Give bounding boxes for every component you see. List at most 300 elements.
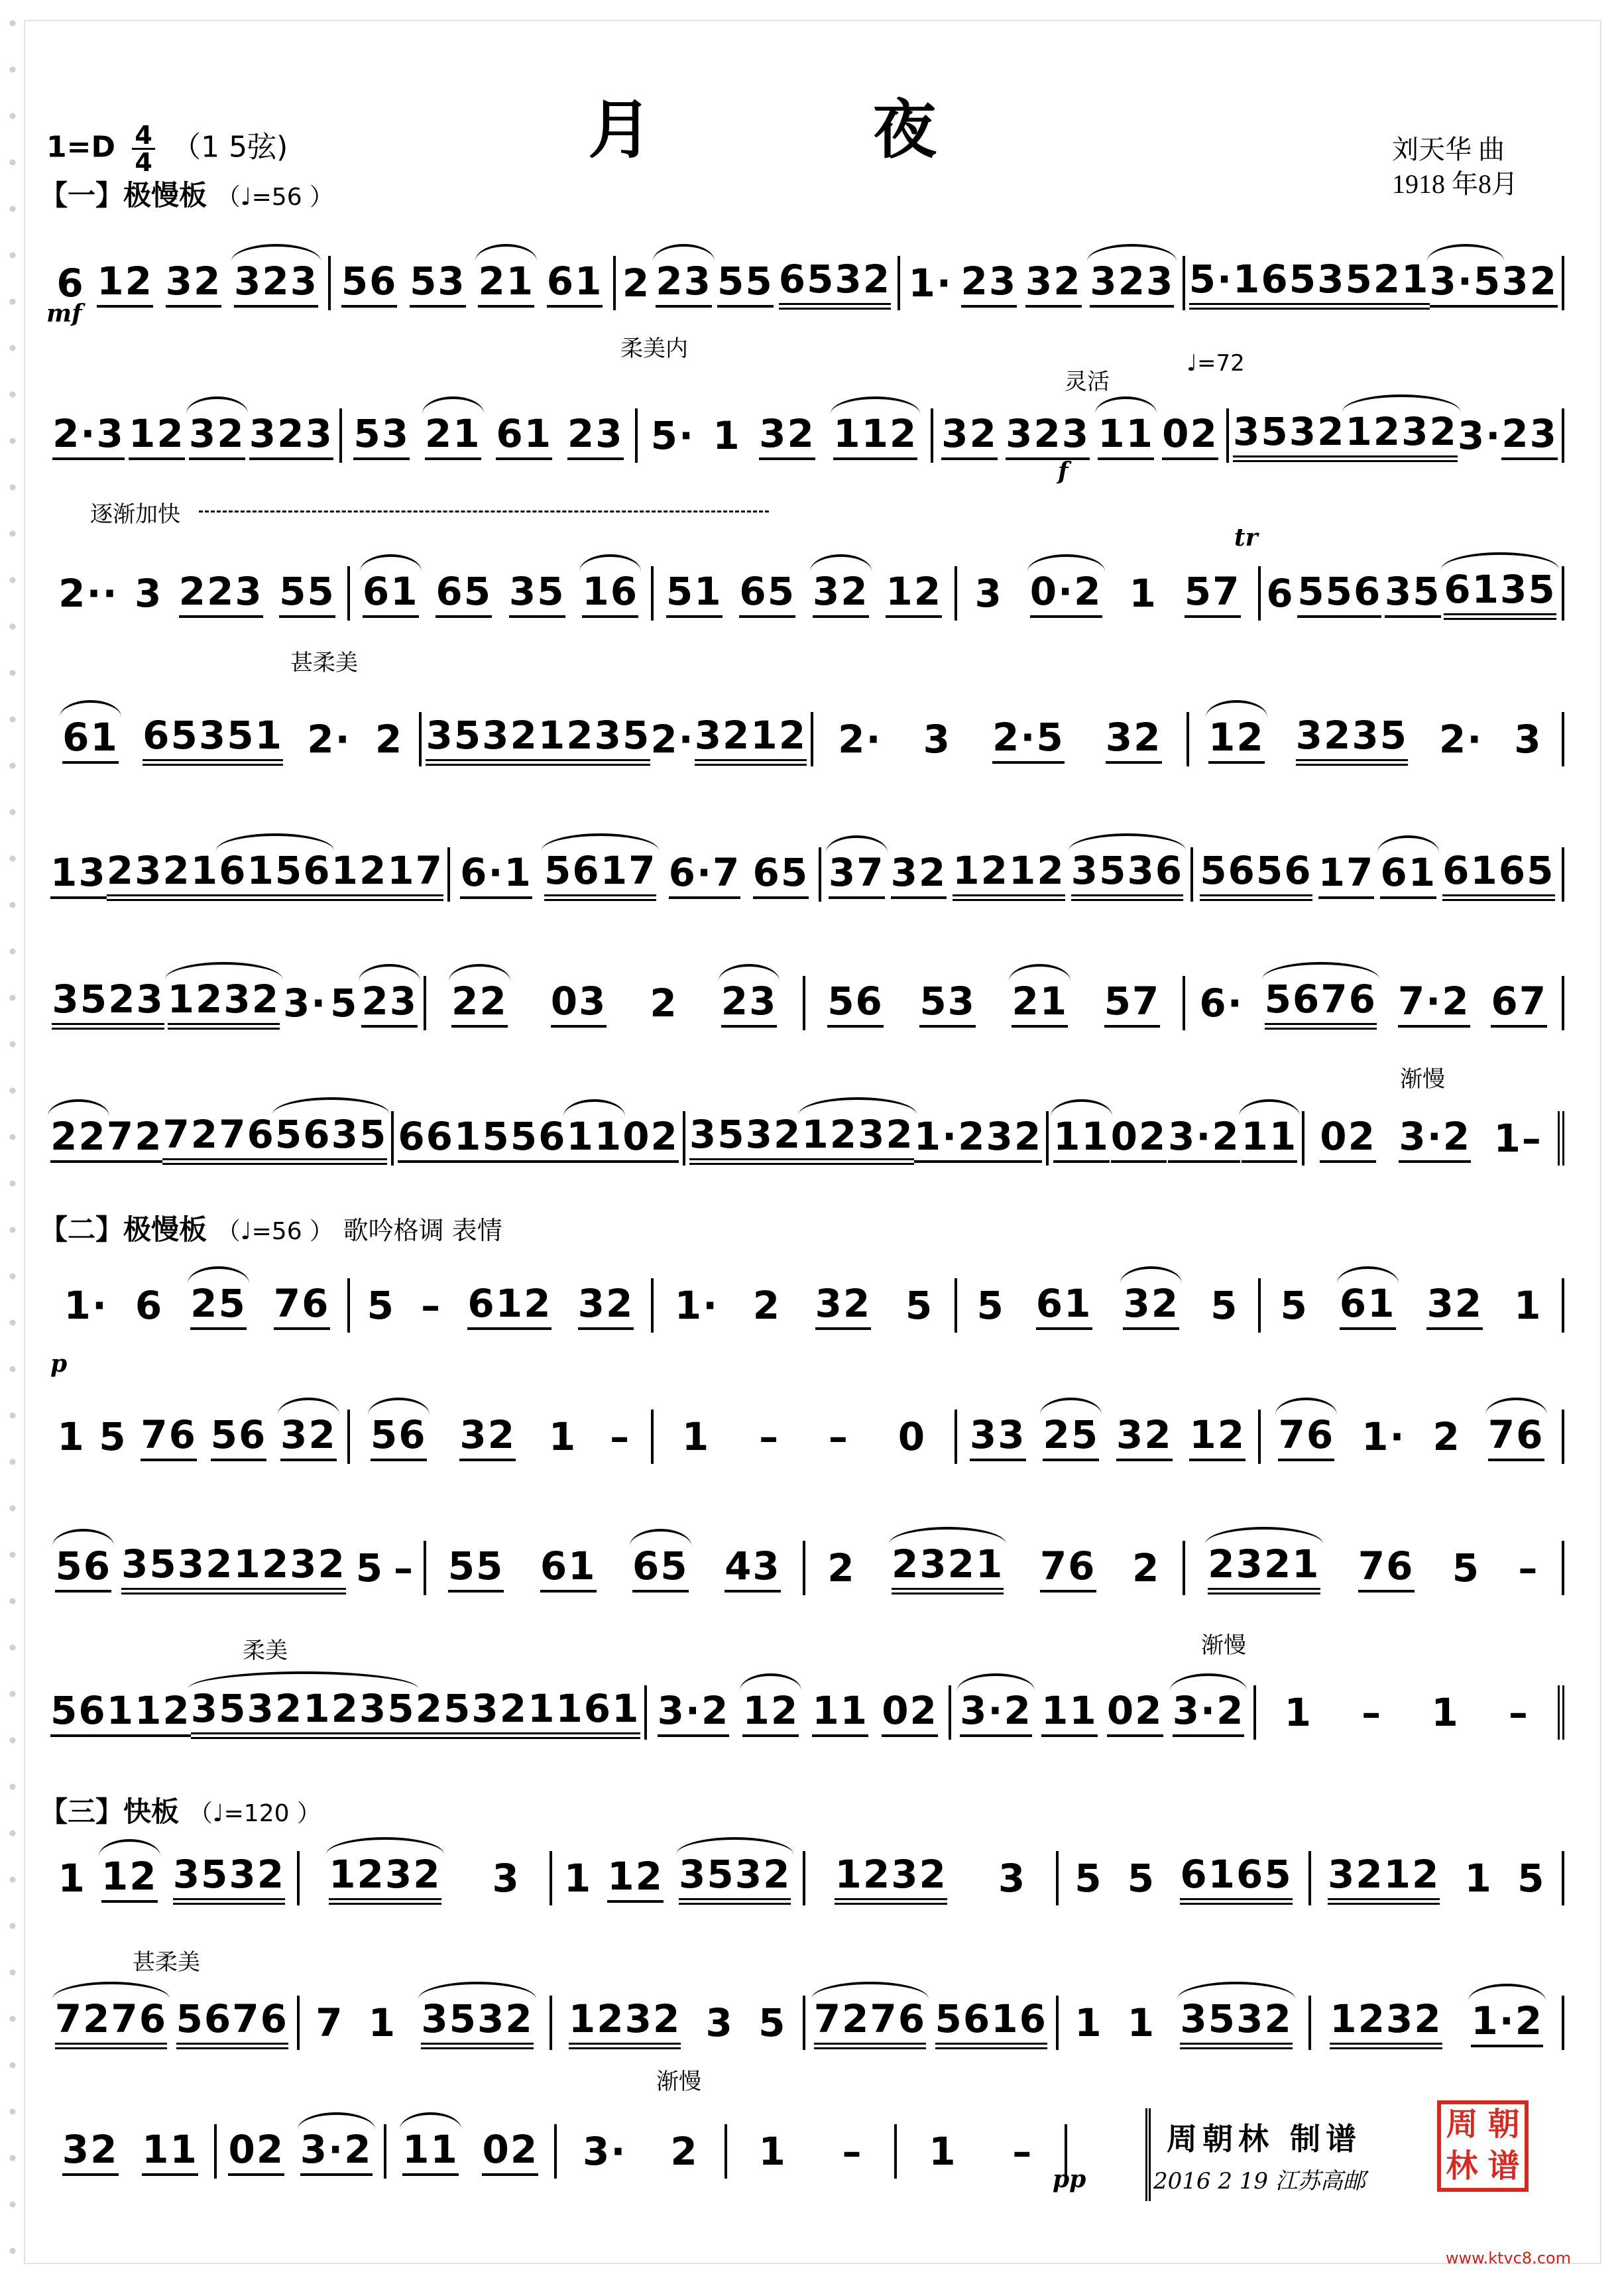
measure [46,408,342,463]
measure [46,1851,300,1905]
note-group: 6 [135,1283,164,1328]
note-group: 1232 [168,977,280,1030]
note-group: 11 [142,2127,198,2176]
note-group: 6165 [1180,1852,1292,1905]
note-group: 3·5 [1430,259,1502,308]
note-group: 2 [622,261,651,306]
tuning-note: （1 5弦) [172,130,288,164]
measure [957,1278,1261,1333]
note-group: 23 [1501,411,1558,460]
note-group: 2 [650,981,678,1026]
note-group: 76 [1040,1543,1096,1593]
note-group: 3532 [421,1996,533,2049]
score-row-5 [46,848,1564,898]
note-group: 65351 [143,713,283,766]
note-group: 3235 [1296,713,1408,766]
section-1-tempo: （♩=56 ） [216,184,334,211]
note-group: 2321 [892,1541,1004,1594]
score-row-10 [46,1541,1564,1591]
note-group: 1 [548,1414,577,1459]
note-group: 22 [50,1114,107,1163]
seal-char-3: 林 [1446,2147,1478,2185]
measure [46,1685,647,1740]
note-group: 5676 [1265,977,1377,1030]
accelerando-annotation: 逐渐加快 [90,501,180,528]
note-group: 1232 [801,1112,913,1165]
note-group: 57 [1185,569,1241,618]
note-group: 323 [249,411,333,460]
note-group: 556 [1297,569,1381,618]
score-row-9 [46,1413,1564,1460]
section-1-heading [40,174,333,213]
note-group: 2· [1438,717,1483,762]
note-group: 5 [905,1283,934,1328]
measure [552,1851,805,1905]
note-group: 3 [923,717,951,762]
score-row-13 [46,1996,1564,2046]
note-group: 5 [330,981,359,1026]
measure [394,1111,685,1166]
measure [46,256,331,310]
note-group: 1– [1493,1116,1542,1161]
accelerando-dashed-line [199,511,769,512]
note-group: 6· [1199,981,1244,1026]
note-group: 3532 [173,1852,285,1905]
note-group: 12 [97,259,153,308]
note-group: 2 [1432,1414,1461,1459]
note-group: 1232 [1330,1996,1442,2049]
measure [1305,1111,1564,1166]
note-group: 32 [941,411,998,460]
measure [1256,1685,1565,1740]
note-group: 51 [666,569,723,618]
page-title: 月 夜 [588,92,1036,167]
measure [46,2124,217,2179]
section-3-tempo: （♩=120 ） [188,1800,321,1827]
note-group: 16 [582,569,638,618]
note-group: 5 [1517,1856,1546,1901]
measure [450,847,821,902]
note-group: 3532 [689,1112,801,1165]
time-signature [132,123,154,175]
note-group: 0 [898,1414,927,1459]
measure [46,976,426,1030]
note-group: 3·2 [658,1688,730,1737]
measure [46,1111,394,1166]
note-group: 323 [1006,411,1090,460]
seal-char-4: 谱 [1487,2147,1520,2185]
note-group: 3·2 [300,2127,373,2176]
note-group: 76 [1488,1412,1544,1461]
score-row-12 [46,1852,1564,1901]
note-group: – [1362,1690,1383,1735]
red-seal-stamp [1437,2100,1529,2192]
note-group: 1 [929,2129,957,2174]
note-group: 11 [1041,1688,1098,1737]
note-group: 55 [279,569,335,618]
note-group: 1· [1362,1414,1406,1459]
note-group: 223 [179,569,263,618]
note-group: 11 [1098,411,1154,460]
note-group: 76 [1278,1412,1334,1461]
measure [900,256,1185,310]
section-2-title: 【二】极慢板 [40,1213,207,1246]
note-group: 35 [1385,569,1441,618]
note-group: 56 [827,979,884,1028]
dynamic-p-1: p [50,1350,68,1378]
note-group: 1 [1514,1283,1542,1328]
note-group: 23 [961,259,1017,308]
note-group: 32 [891,850,947,899]
tempo-72-annotation: ♩=72 [1187,350,1245,377]
note-group: 5 [1074,1856,1103,1901]
note-group: 112 [107,1688,191,1737]
note-group: – [610,1414,631,1459]
note-group: 3· [1457,413,1502,458]
note-group: 3212 [695,713,807,766]
score-row-3 [46,567,1564,617]
note-group: 25 [190,1281,247,1330]
transcription-date: 2016 2 19 江苏高邮 [1153,2168,1365,2194]
measure [654,1278,957,1333]
note-group: 61 [1036,1281,1092,1330]
composer-name: 刘天华 曲 [1392,135,1505,164]
composition-date: 1918 年8月 [1392,169,1518,199]
note-group: 2·· [58,571,119,616]
measure [805,1996,1059,2050]
measure [727,2124,898,2179]
dynamic-f-1: f [1058,457,1069,485]
note-group: 1 [57,1414,86,1459]
measure [46,847,450,902]
measure [300,1851,553,1905]
measure [897,2124,1067,2179]
measure [1229,408,1564,463]
note-group: – [842,2129,863,2174]
note-group: 112 [833,411,917,460]
note-group: 12 [1208,715,1265,764]
note-group: 32 [1116,1412,1173,1461]
note-group: 21 [1012,979,1068,1028]
note-group: 5 [99,1414,127,1459]
note-group: 23 [721,979,778,1028]
note-group: 12 [742,1688,799,1737]
note-group: 5·165 [1189,257,1317,310]
note-group: 1·2 [914,1114,986,1163]
note-group: 2 [375,717,404,762]
measure [1185,1541,1565,1595]
note-group: 65 [435,569,492,618]
very-gentle-annotation-2: 甚柔美 [133,1949,200,1976]
note-group: 61 [1340,1281,1396,1330]
note-group: 32 [578,1281,634,1330]
note-group: 21 [478,259,534,308]
measure [300,1996,553,2050]
note-group: 32 [1501,259,1558,308]
note-group: 61 [540,1543,597,1593]
note-group: 11 [1242,1114,1298,1163]
measure [1049,1111,1305,1166]
note-group: 2·3 [52,411,125,460]
note-group: 7 [316,2000,344,2045]
note-group: 56 [371,1412,427,1461]
note-group: 65 [739,569,795,618]
note-group: 55 [448,1543,504,1593]
note-group: 32 [459,1412,516,1461]
measure [350,1278,654,1333]
note-group: – [394,1545,415,1591]
note-group: 56 [211,1412,267,1461]
note-group: 1 [758,2129,787,2174]
note-group: 02 [1107,1688,1163,1737]
measure [552,1996,805,2050]
note-group: 1 [1431,1690,1460,1735]
measure [46,566,350,621]
note-group: 5 [1280,1283,1308,1328]
note-group: – [759,1414,780,1459]
measure [1059,1851,1312,1905]
note-group: 6 [56,261,85,306]
measure [821,847,1192,902]
measure [1311,1996,1564,2050]
note-group: 35321235 [191,1686,416,1739]
dynamic-pp: pp [1053,2165,1086,2193]
note-group: 2 [670,2129,699,2174]
note-group: 7·2 [1398,979,1470,1028]
note-group: 53 [353,411,410,460]
note-group: 02 [228,2127,284,2176]
note-group: 612 [467,1281,551,1330]
measure [1059,1996,1312,2050]
measure [654,1410,957,1464]
note-group: 5 [367,1283,395,1328]
note-group: 67 [1491,979,1547,1028]
note-group: 7276 [814,1996,926,2049]
gentle-annotation: 柔美 [243,1638,288,1664]
measure [957,1410,1261,1464]
section-1-title: 【一】极慢板 [40,179,207,211]
note-group: 3532 [679,1852,791,1905]
section-2-tempo: （♩=56 ） [216,1218,334,1245]
measure [1185,256,1564,310]
section-2-expression: 歌吟格调 表情 [343,1216,502,1245]
composer-block [1392,133,1518,202]
score-row-2 [46,409,1564,459]
measure [331,256,615,310]
key-signature-block [46,123,288,175]
note-group: 12 [129,411,185,460]
measure [638,408,933,463]
trill-mark: tr [1234,524,1258,552]
note-group: 1 [1129,571,1157,616]
measure [46,1410,350,1464]
note-group: 61 [547,259,603,308]
note-group: 22 [451,979,508,1028]
measure [647,1685,952,1740]
note-group: 53 [410,259,466,308]
score-row-7 [46,1112,1564,1162]
note-group: 5 [976,1283,1005,1328]
note-group: 03 [551,979,607,1028]
note-group: 12 [607,1854,664,1903]
measure [350,566,654,621]
note-group: 1· [908,261,953,306]
note-group: 5· [650,413,695,458]
note-group: 3532 [1233,409,1345,462]
note-group: 3·2 [1173,1688,1245,1737]
note-group: 3532 [426,713,538,766]
score-row-6 [46,977,1564,1026]
note-group: 32 [813,569,869,618]
note-group: 1 [681,1414,711,1459]
dynamic-mf-1: mf [46,300,82,328]
note-group: 661 [398,1114,482,1163]
measure [805,1851,1059,1905]
measure [557,2124,727,2179]
note-group: 3· [582,2129,627,2174]
note-group: 1212 [953,848,1065,901]
note-group: 43 [725,1543,781,1593]
score-row-8 [46,1282,1564,1329]
note-group: 323 [1090,259,1174,308]
note-group: 5 [1210,1283,1239,1328]
measure [685,1111,1049,1166]
measure [1193,847,1564,902]
note-group: 3523 [52,977,164,1030]
note-group: 5 [1452,1545,1481,1591]
note-group: 1 [563,1856,593,1901]
transcriber-credit: 周朝林 制谱 [1167,2121,1362,2157]
note-group: 2 [1131,1545,1161,1591]
score-row-14 [46,2128,1067,2175]
note-group: 12 [1189,1412,1246,1461]
measure [386,2124,557,2179]
measure [813,712,1189,766]
note-group: 32 [1123,1281,1179,1330]
measure [933,408,1229,463]
note-group: 3·2 [1168,1114,1240,1163]
measure [46,712,422,766]
note-group: 2 [752,1283,782,1328]
note-group: 1 [368,2000,397,2045]
note-group: 323 [234,259,318,308]
note-group: 13 [50,850,107,899]
note-group: 12 [886,569,942,618]
note-group: 32 [1025,259,1082,308]
note-group: 1 [58,1856,86,1901]
note-group: 32 [815,1281,872,1330]
note-group: 7276 [55,1996,167,2049]
note-group: 3212 [1328,1852,1440,1905]
seal-char-1: 周 [1446,2106,1478,2143]
note-group: 02 [482,2127,538,2176]
measure [957,566,1261,621]
gentle-inner-annotation: 柔美内 [620,335,688,362]
note-group: 556 [482,1114,566,1163]
note-group: 1 [1284,1690,1312,1735]
note-group: 32 [986,1114,1043,1163]
note-group: – [421,1283,442,1328]
note-group: 1· [64,1283,108,1328]
note-group: – [1508,1690,1529,1735]
note-group: 02 [882,1688,938,1737]
note-group: 6532 [779,257,891,310]
note-group: 1 [1464,1856,1493,1901]
note-group: 6156 [219,848,331,901]
measure [46,1996,300,2050]
note-group: 1·2 [1471,1998,1543,2047]
note-group: 35 [509,569,565,618]
note-group: 5 [758,2000,787,2045]
note-group: 25 [1043,1412,1099,1461]
measure [426,1541,806,1595]
note-group: 6·7 [669,850,741,899]
note-group: 21 [425,411,481,460]
note-group: 1232 [835,1852,947,1905]
note-group: 11 [812,1688,868,1737]
note-group: 7276 [162,1112,274,1165]
note-group: 11 [402,2127,459,2176]
note-group: 2·5 [992,715,1065,764]
note-group: 5676 [176,1996,288,2049]
note-group: 33 [970,1412,1026,1461]
note-group: 3 [134,571,163,616]
note-group: 3· [282,981,327,1026]
measure [426,976,806,1030]
note-group: 32 [759,411,815,460]
note-group: 65 [632,1543,689,1593]
note-group: 37 [829,850,885,899]
measure [1261,566,1564,621]
note-group: 6 [1266,571,1295,616]
measure [805,976,1185,1030]
note-group: 1232 [329,1852,441,1905]
note-group: 32 [62,2127,119,2176]
measure [350,1410,654,1464]
note-group: 5 [1127,1856,1156,1901]
measure [1261,1410,1564,1464]
very-gentle-annotation: 甚柔美 [290,650,358,676]
ritardando-annotation-2: 渐慢 [1201,1632,1246,1659]
note-group: 23 [656,259,712,308]
measure [1189,712,1564,766]
section-3-title: 【三】快板 [40,1795,180,1828]
note-group: 2 [827,1545,856,1591]
note-group: 1217 [331,848,443,901]
note-group: 6·1 [460,850,532,899]
section-2-heading [40,1208,502,1248]
note-group: 57 [1104,979,1161,1028]
score-row-11 [46,1686,1564,1736]
time-signature-bottom: 4 [135,148,152,177]
note-group: 2· [307,717,351,762]
note-group: 76 [1358,1543,1415,1593]
note-group: – [828,1414,849,1459]
note-group: 56 [55,1543,111,1593]
note-group: 11 [1053,1114,1110,1163]
measure [654,566,957,621]
note-group: 25321161 [416,1686,640,1739]
measure [217,2124,387,2179]
note-group: 3532 [1180,1996,1292,2049]
note-group: 61 [62,715,119,764]
note-group: 56 [341,259,398,308]
final-barline [1145,2108,1151,2201]
site-watermark: www.ktvc8.com [1445,2249,1571,2267]
note-group: 02 [1162,411,1218,460]
measure [1261,1278,1564,1333]
note-group: 02 [622,1114,679,1163]
